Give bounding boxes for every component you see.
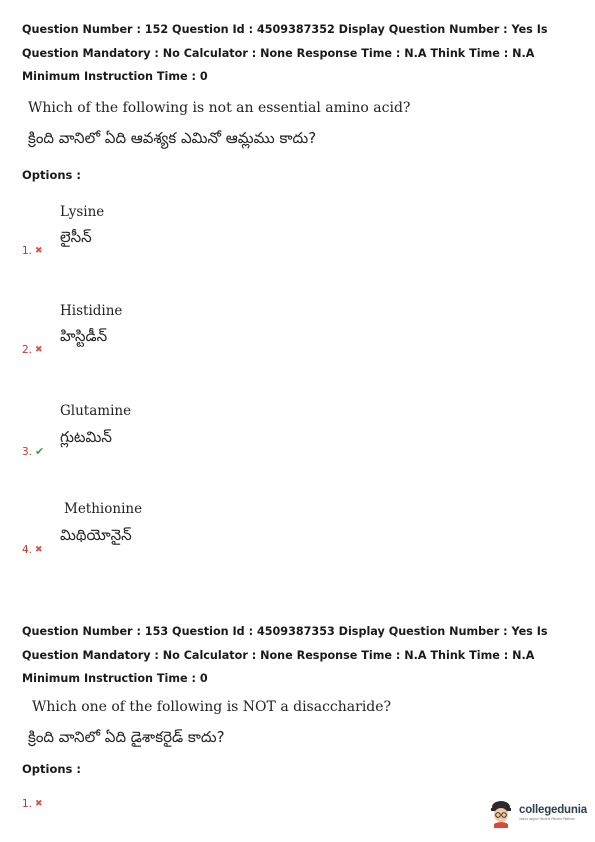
option-1-text-te: లైసీన్ [60,228,92,246]
logo-tagline: India's largest Student Review Platform [519,817,575,822]
options-label-152: Options : [22,168,81,182]
option-number-label: 1. [22,798,33,810]
option-2-text-te: హిస్టిడీన్ [60,327,108,345]
question-text-te-152: క్రింది వానిలో ఏది ఆవశ్యక ఎమినో ఆమ్లము కాదు? [28,129,317,147]
option-3-number [22,445,44,458]
option-3-text-te: గ్లుటమిన్ [60,428,112,446]
cross-icon: ✖ [35,345,43,355]
option-number-label: 2. [22,344,33,356]
question-text-en-153: Which one of the following is NOT a disaccharide? [32,699,392,715]
question-text-en-152: Which of the following is not an essential amino acid? [28,100,411,116]
cross-icon: ✖ [35,545,43,555]
option-1-number [22,245,43,257]
collegedunia-logo [487,796,591,830]
cross-icon: ✖ [35,246,43,256]
option-1-number-153 [22,798,43,810]
option-4-text-en: Methionine [64,501,143,517]
question-meta-152: Question Number : 152 Question Id : 4509387352 Display Question Number : Yes Is Question Mandatory : No Calculator : None Response Time : N.A Think Time : N.A Minimum Instruction Time : 0 [22,23,548,83]
logo-name: collegedunia [519,803,587,816]
option-2-number [22,344,43,356]
option-4-number [22,544,43,556]
question-text-te-153: క్రింది వానిలో ఏది డైశాకరైడ్ కాదు? [28,728,225,746]
checkmark-icon: ✔ [35,445,45,458]
option-3-text-en: Glutamine [60,403,132,419]
option-2-text-en: Histidine [60,303,123,319]
cross-icon: ✖ [35,799,43,809]
option-number-label: 4. [22,544,33,556]
option-number-label: 1. [22,245,33,257]
mascot-icon [487,798,515,828]
option-4-text-te: మిథియోనైన్ [60,526,132,544]
option-1-text-en: Lysine [60,204,105,220]
options-label-153: Options : [22,762,81,776]
question-meta-153: Question Number : 153 Question Id : 4509387353 Display Question Number : Yes Is Question Mandatory : No Calculator : None Response Time : N.A Think Time : N.A Minimum Instruction Time : 0 [22,625,548,685]
option-number-label: 3. [22,445,33,458]
